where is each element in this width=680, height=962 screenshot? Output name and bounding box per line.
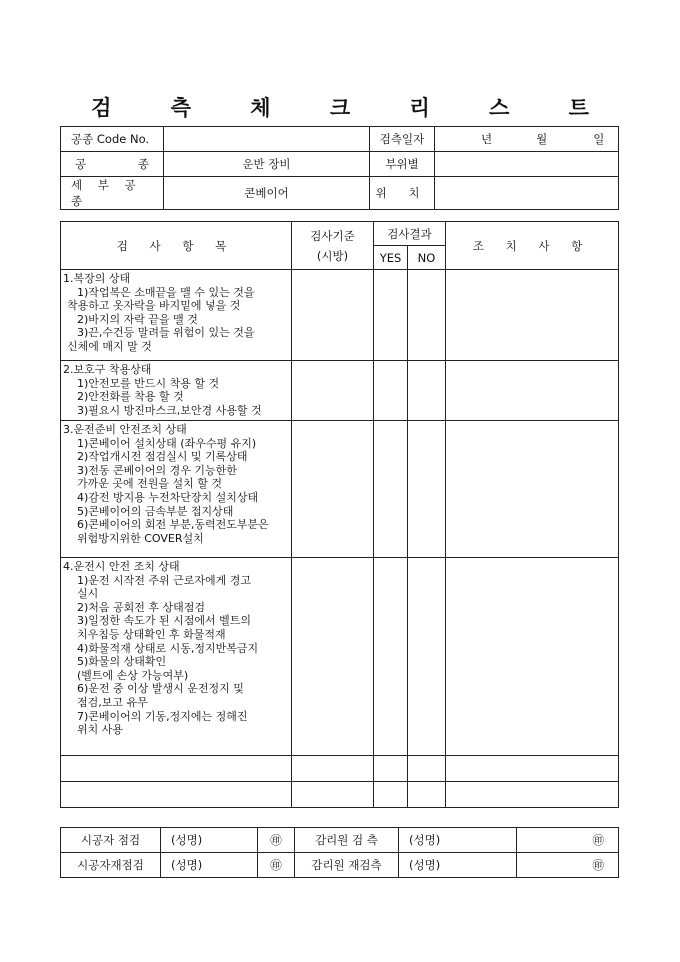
blank-row-1-standard[interactable] [292, 756, 374, 782]
section-1-standard[interactable] [292, 270, 374, 361]
work-type-label-a: 공 [75, 157, 87, 171]
action-header: 조 치 사 항 [446, 222, 619, 270]
supervisor-recheck-label: 감리원 재검측 [295, 853, 399, 878]
section-1-line: 신체에 매지 말 것 [67, 339, 152, 353]
date-day: 일 [593, 132, 605, 146]
page-title: 검 측 체 크 리 스 트 [91, 95, 615, 120]
detail-label: 세 부 공 종 [61, 177, 164, 210]
section-2-no[interactable] [408, 361, 446, 421]
supervisor-check-seal[interactable]: ㊞ [517, 828, 619, 853]
detail-value[interactable]: 콘베이어 [164, 177, 370, 210]
code-value-cell[interactable] [164, 127, 370, 152]
section-3-yes[interactable] [374, 421, 408, 558]
signature-table [60, 827, 619, 878]
section-1-line: 3)끈,수건등 말려들 위험이 있는 것을 [77, 326, 255, 340]
section-1-cell [61, 270, 292, 361]
section-2-line: 3)필요시 방진마스크,보안경 사용할 것 [77, 403, 262, 417]
section-3-line: 1)콘베이어 설치상태 (좌우수평 유지) [77, 436, 257, 450]
section-4-line: 6)운전 중 이상 발생시 운전정지 및 [77, 682, 244, 696]
section-4-no[interactable] [408, 558, 446, 756]
contractor-check-label: 시공자 점검 [61, 828, 161, 853]
section-3-line: 3)전동 콘베이어의 경우 기능한한 [77, 463, 237, 477]
work-type-label [61, 152, 164, 177]
section-4-cell [61, 558, 292, 756]
part-value[interactable] [435, 152, 619, 177]
section-4-line: 치우침등 상태확인 후 화물적재 [77, 627, 226, 641]
section-4-line: 7)콘베이어의 기동,정지에는 정해진 [77, 709, 248, 723]
section-3-line: 5)콘베이어의 금속부분 접지상태 [77, 504, 234, 518]
section-3-title: 3.운전준비 안전조치 상태 [63, 423, 187, 436]
section-1-line: 착용하고 옷자락을 바지밑에 넣을 것 [67, 299, 241, 313]
section-4-line: (벨트에 손상 가능여부) [77, 668, 189, 682]
items-header: 검 사 항 목 [61, 222, 292, 270]
blank-row-2-standard[interactable] [292, 782, 374, 808]
section-4-line: 3)일정한 속도가 된 시점에서 벨트의 [77, 614, 252, 628]
section-2-standard[interactable] [292, 361, 374, 421]
section-3-line: 2)작업개시전 점검실시 및 기록상태 [77, 450, 248, 464]
section-2-title: 2.보호구 착용상태 [63, 363, 152, 376]
section-4-title: 4.운전시 안전 조치 상태 [63, 560, 180, 573]
blank-row-1-yes[interactable] [374, 756, 408, 782]
date-cell[interactable] [435, 127, 619, 152]
section-4-line: 2)처음 공회전 후 상태점검 [77, 600, 206, 614]
location-label: 위 치 [370, 177, 435, 210]
section-2-action[interactable] [446, 361, 619, 421]
section-3-line: 위험방지위한 COVER설치 [77, 531, 204, 545]
contractor-check-seal[interactable]: ㊞ [258, 828, 295, 853]
section-4-yes[interactable] [374, 558, 408, 756]
date-label: 검측일자 [370, 127, 435, 152]
section-4-line: 1)운전 시작전 주위 근로자에게 경고 [77, 573, 252, 587]
contractor-recheck-name[interactable]: (성명) [161, 853, 258, 878]
section-3-no[interactable] [408, 421, 446, 558]
section-4-line: 위치 사용 [77, 723, 124, 737]
code-label: 공종 Code No. [61, 127, 164, 152]
section-3-action[interactable] [446, 421, 619, 558]
section-1-action[interactable] [446, 270, 619, 361]
supervisor-recheck-name[interactable]: (성명) [399, 853, 517, 878]
section-3-line: 4)감전 방지용 누전차단장치 설치상태 [77, 490, 259, 504]
section-3-standard[interactable] [292, 421, 374, 558]
section-2-cell [61, 361, 292, 421]
contractor-check-name[interactable]: (성명) [161, 828, 258, 853]
work-type-label-b: 종 [137, 157, 149, 171]
section-3-line: 6)콘베이어의 회전 부분,동력전도부분은 [77, 518, 269, 532]
section-4-line: 5)화물의 상태확인 [77, 655, 167, 669]
section-4-standard[interactable] [292, 558, 374, 756]
section-2-yes[interactable] [374, 361, 408, 421]
date-year: 년 [481, 132, 493, 146]
blank-row-1-action[interactable] [446, 756, 619, 782]
section-1-title: 1.복장의 상태 [63, 272, 131, 285]
standard-header [292, 222, 374, 270]
section-2-line: 2)안전화를 착용 할 것 [77, 390, 184, 404]
section-1-yes[interactable] [374, 270, 408, 361]
section-4-line: 점검,보고 유무 [77, 695, 148, 709]
date-month: 월 [536, 132, 548, 146]
location-value[interactable] [435, 177, 619, 210]
blank-row-2-yes[interactable] [374, 782, 408, 808]
work-type-value[interactable]: 운반 장비 [164, 152, 370, 177]
section-2-line: 1)안전모를 반드시 착용 할 것 [77, 376, 220, 390]
section-4-action[interactable] [446, 558, 619, 756]
section-4-line: 4)화물적재 상태로 시동,정지반복금지 [77, 641, 259, 655]
section-1-no[interactable] [408, 270, 446, 361]
blank-row-2-item[interactable] [61, 782, 292, 808]
blank-row-2-no[interactable] [408, 782, 446, 808]
standard-header-line2: (시방) [316, 248, 349, 263]
blank-row-2-action[interactable] [446, 782, 619, 808]
blank-row-1-item[interactable] [61, 756, 292, 782]
standard-header-line1: 검사기준 [310, 228, 355, 243]
section-3-line: 가까운 곳에 전원을 설치 할 것 [77, 477, 222, 491]
no-header: NO [408, 246, 446, 270]
supervisor-recheck-seal[interactable]: ㊞ [517, 853, 619, 878]
contractor-recheck-label: 시공자재점검 [61, 853, 161, 878]
section-1-line: 1)작업복은 소매끝을 맬 수 있는 것을 [77, 285, 255, 299]
result-header: 검사결과 [374, 222, 446, 246]
part-label: 부위별 [370, 152, 435, 177]
section-3-cell [61, 421, 292, 558]
section-1-line: 2)바지의 자락 끝을 맬 것 [77, 312, 198, 326]
section-4-line: 실시 [77, 587, 99, 601]
header-table [60, 126, 619, 210]
yes-header: YES [374, 246, 408, 270]
supervisor-check-name[interactable]: (성명) [399, 828, 517, 853]
contractor-recheck-seal[interactable]: ㊞ [258, 853, 295, 878]
blank-row-1-no[interactable] [408, 756, 446, 782]
supervisor-check-label: 감리원 검 측 [295, 828, 399, 853]
inspection-table [60, 221, 619, 808]
